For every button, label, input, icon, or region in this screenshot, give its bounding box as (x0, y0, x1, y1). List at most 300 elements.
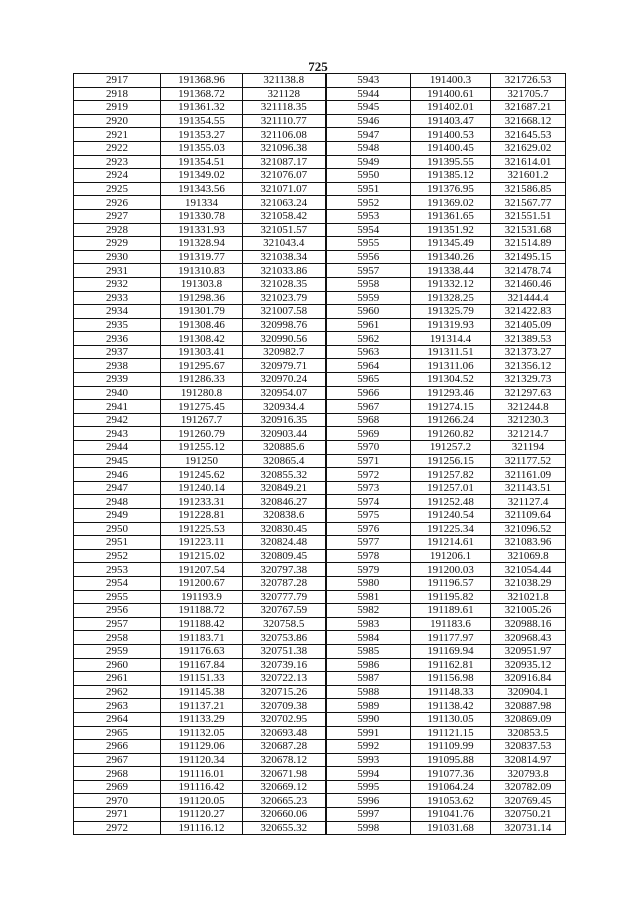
y-left-cell: 320693.48 (243, 726, 326, 740)
x-right-cell: 191148.33 (411, 685, 491, 699)
point-number-right-cell: 5963 (326, 345, 411, 359)
x-right-cell: 191311.06 (411, 359, 491, 373)
table-row (74, 250, 566, 264)
point-number-right-cell: 5969 (326, 427, 411, 441)
x-left-cell: 191137.21 (161, 699, 243, 713)
point-number-right-cell: 5973 (326, 481, 411, 495)
y-left-cell: 320660.06 (243, 808, 326, 822)
point-number-right-cell: 5945 (326, 101, 411, 115)
x-left-cell: 191120.27 (161, 808, 243, 822)
y-right-cell: 321514.89 (491, 237, 566, 251)
point-number-left-cell: 2947 (74, 481, 161, 495)
x-left-cell: 191255.12 (161, 441, 243, 455)
point-number-left-cell: 2920 (74, 114, 161, 128)
x-left-cell: 191245.62 (161, 468, 243, 482)
point-number-left-cell: 2958 (74, 631, 161, 645)
y-left-cell: 320678.12 (243, 753, 326, 767)
x-left-cell: 191133.29 (161, 712, 243, 726)
point-number-right-cell: 5991 (326, 726, 411, 740)
point-number-left-cell: 2941 (74, 400, 161, 414)
y-left-cell: 320767.59 (243, 604, 326, 618)
x-left-cell: 191368.72 (161, 87, 243, 101)
table-row (74, 617, 566, 631)
x-right-cell: 191169.94 (411, 644, 491, 658)
point-number-right-cell: 5947 (326, 128, 411, 142)
x-left-cell: 191330.78 (161, 209, 243, 223)
point-number-right-cell: 5944 (326, 87, 411, 101)
point-number-right-cell: 5959 (326, 291, 411, 305)
x-left-cell: 191303.8 (161, 277, 243, 291)
y-left-cell: 321076.07 (243, 169, 326, 183)
point-number-right-cell: 5987 (326, 672, 411, 686)
table-row (74, 400, 566, 414)
point-number-left-cell: 2950 (74, 522, 161, 536)
table-row (74, 481, 566, 495)
x-right-cell: 191400.3 (411, 74, 491, 88)
table-row (74, 155, 566, 169)
point-number-left-cell: 2939 (74, 373, 161, 387)
point-number-left-cell: 2957 (74, 617, 161, 631)
y-left-cell: 320970.24 (243, 373, 326, 387)
x-right-cell: 191156.98 (411, 672, 491, 686)
y-left-cell: 320954.07 (243, 386, 326, 400)
point-number-left-cell: 2952 (74, 549, 161, 563)
y-left-cell: 321071.07 (243, 182, 326, 196)
table-row (74, 780, 566, 794)
table-row (74, 141, 566, 155)
x-left-cell: 191368.96 (161, 74, 243, 88)
table-row (74, 305, 566, 319)
table-row (74, 454, 566, 468)
x-left-cell: 191260.79 (161, 427, 243, 441)
table-row (74, 264, 566, 278)
point-number-right-cell: 5976 (326, 522, 411, 536)
point-number-left-cell: 2923 (74, 155, 161, 169)
point-number-right-cell: 5960 (326, 305, 411, 319)
point-number-left-cell: 2953 (74, 563, 161, 577)
point-number-right-cell: 5995 (326, 780, 411, 794)
y-left-cell: 320687.28 (243, 740, 326, 754)
x-right-cell: 191256.15 (411, 454, 491, 468)
y-right-cell: 321083.96 (491, 536, 566, 550)
y-right-cell: 320782.09 (491, 780, 566, 794)
x-left-cell: 191129.06 (161, 740, 243, 754)
y-right-cell: 320935.12 (491, 658, 566, 672)
y-left-cell: 320753.86 (243, 631, 326, 645)
point-number-right-cell: 5961 (326, 318, 411, 332)
x-right-cell: 191121.15 (411, 726, 491, 740)
y-left-cell: 320824.48 (243, 536, 326, 550)
x-left-cell: 191225.53 (161, 522, 243, 536)
y-right-cell: 321705.7 (491, 87, 566, 101)
y-right-cell: 321614.01 (491, 155, 566, 169)
table-row (74, 821, 566, 835)
point-number-right-cell: 5978 (326, 549, 411, 563)
x-right-cell: 191376.95 (411, 182, 491, 196)
y-right-cell: 320769.45 (491, 794, 566, 808)
y-left-cell: 320751.38 (243, 644, 326, 658)
y-right-cell: 321586.85 (491, 182, 566, 196)
x-right-cell: 191319.93 (411, 318, 491, 332)
y-right-cell: 321645.53 (491, 128, 566, 142)
y-right-cell: 321405.09 (491, 318, 566, 332)
point-number-right-cell: 5952 (326, 196, 411, 210)
y-left-cell: 321087.17 (243, 155, 326, 169)
table-row (74, 726, 566, 740)
x-right-cell: 191225.34 (411, 522, 491, 536)
point-number-right-cell: 5997 (326, 808, 411, 822)
x-right-cell: 191325.79 (411, 305, 491, 319)
table-row (74, 291, 566, 305)
table-row (74, 128, 566, 142)
y-right-cell: 321096.52 (491, 522, 566, 536)
y-right-cell: 321495.15 (491, 250, 566, 264)
table-row (74, 712, 566, 726)
point-number-left-cell: 2972 (74, 821, 161, 835)
table-row (74, 237, 566, 251)
x-right-cell: 191314.4 (411, 332, 491, 346)
y-left-cell: 321110.77 (243, 114, 326, 128)
point-number-left-cell: 2940 (74, 386, 161, 400)
x-left-cell: 191240.14 (161, 481, 243, 495)
x-right-cell: 191403.47 (411, 114, 491, 128)
y-right-cell: 321127.4 (491, 495, 566, 509)
x-right-cell: 191257.01 (411, 481, 491, 495)
table-row (74, 114, 566, 128)
x-right-cell: 191402.01 (411, 101, 491, 115)
point-number-left-cell: 2922 (74, 141, 161, 155)
y-right-cell: 320731.14 (491, 821, 566, 835)
x-left-cell: 191188.72 (161, 604, 243, 618)
x-right-cell: 191361.65 (411, 209, 491, 223)
y-left-cell: 320979.71 (243, 359, 326, 373)
y-left-cell: 321063.24 (243, 196, 326, 210)
y-left-cell: 321051.57 (243, 223, 326, 237)
point-number-right-cell: 5946 (326, 114, 411, 128)
point-number-left-cell: 2932 (74, 277, 161, 291)
table-row (74, 658, 566, 672)
y-right-cell: 320793.8 (491, 767, 566, 781)
point-number-left-cell: 2917 (74, 74, 161, 88)
table-row (74, 604, 566, 618)
y-left-cell: 320671.98 (243, 767, 326, 781)
table-row (74, 427, 566, 441)
y-right-cell: 321021.8 (491, 590, 566, 604)
table-row (74, 277, 566, 291)
point-number-left-cell: 2918 (74, 87, 161, 101)
y-left-cell: 321058.42 (243, 209, 326, 223)
table-row (74, 808, 566, 822)
x-left-cell: 191176.63 (161, 644, 243, 658)
y-left-cell: 320797.38 (243, 563, 326, 577)
x-right-cell: 191332.12 (411, 277, 491, 291)
x-right-cell: 191345.49 (411, 237, 491, 251)
table-row (74, 644, 566, 658)
x-left-cell: 191120.34 (161, 753, 243, 767)
x-left-cell: 191361.32 (161, 101, 243, 115)
x-left-cell: 191328.94 (161, 237, 243, 251)
y-left-cell: 320885.6 (243, 441, 326, 455)
y-right-cell: 321177.52 (491, 454, 566, 468)
x-right-cell: 191189.61 (411, 604, 491, 618)
point-number-right-cell: 5990 (326, 712, 411, 726)
y-right-cell: 321143.51 (491, 481, 566, 495)
y-left-cell: 320855.32 (243, 468, 326, 482)
point-number-right-cell: 5996 (326, 794, 411, 808)
table-row (74, 468, 566, 482)
point-number-right-cell: 5967 (326, 400, 411, 414)
y-left-cell: 320777.79 (243, 590, 326, 604)
x-right-cell: 191138.42 (411, 699, 491, 713)
x-left-cell: 191334 (161, 196, 243, 210)
point-number-right-cell: 5988 (326, 685, 411, 699)
table-row (74, 740, 566, 754)
x-right-cell: 191385.12 (411, 169, 491, 183)
point-number-right-cell: 5974 (326, 495, 411, 509)
point-number-right-cell: 5981 (326, 590, 411, 604)
x-left-cell: 191183.71 (161, 631, 243, 645)
y-right-cell: 321194 (491, 441, 566, 455)
table-row (74, 223, 566, 237)
y-right-cell: 320916.84 (491, 672, 566, 686)
point-number-right-cell: 5989 (326, 699, 411, 713)
x-right-cell: 191400.53 (411, 128, 491, 142)
x-right-cell: 191240.54 (411, 509, 491, 523)
y-right-cell: 321551.51 (491, 209, 566, 223)
x-right-cell: 191369.02 (411, 196, 491, 210)
point-number-right-cell: 5943 (326, 74, 411, 88)
x-left-cell: 191116.01 (161, 767, 243, 781)
x-left-cell: 191167.84 (161, 658, 243, 672)
y-right-cell: 321629.02 (491, 141, 566, 155)
table-row (74, 522, 566, 536)
table-row (74, 182, 566, 196)
x-right-cell: 191177.97 (411, 631, 491, 645)
y-right-cell: 321109.64 (491, 509, 566, 523)
table-row (74, 576, 566, 590)
x-right-cell: 191395.55 (411, 155, 491, 169)
x-right-cell: 191206.1 (411, 549, 491, 563)
y-right-cell: 321531.68 (491, 223, 566, 237)
y-left-cell: 321033.86 (243, 264, 326, 278)
y-left-cell: 320702.95 (243, 712, 326, 726)
y-right-cell: 321038.29 (491, 576, 566, 590)
point-number-right-cell: 5950 (326, 169, 411, 183)
point-number-right-cell: 5975 (326, 509, 411, 523)
x-left-cell: 191267.7 (161, 413, 243, 427)
y-left-cell: 321096.38 (243, 141, 326, 155)
point-number-left-cell: 2963 (74, 699, 161, 713)
y-right-cell: 320837.53 (491, 740, 566, 754)
x-right-cell: 191257.2 (411, 441, 491, 455)
point-number-left-cell: 2943 (74, 427, 161, 441)
x-left-cell: 191207.54 (161, 563, 243, 577)
table-row (74, 169, 566, 183)
point-number-left-cell: 2965 (74, 726, 161, 740)
point-number-right-cell: 5979 (326, 563, 411, 577)
x-left-cell: 191349.02 (161, 169, 243, 183)
y-right-cell: 321478.74 (491, 264, 566, 278)
x-left-cell: 191308.46 (161, 318, 243, 332)
y-left-cell: 320787.28 (243, 576, 326, 590)
point-number-right-cell: 5985 (326, 644, 411, 658)
x-left-cell: 191145.38 (161, 685, 243, 699)
y-left-cell: 321028.35 (243, 277, 326, 291)
point-number-right-cell: 5992 (326, 740, 411, 754)
point-number-left-cell: 2948 (74, 495, 161, 509)
y-left-cell: 321038.34 (243, 250, 326, 264)
y-right-cell: 321601.2 (491, 169, 566, 183)
point-number-right-cell: 5984 (326, 631, 411, 645)
y-left-cell: 321043.4 (243, 237, 326, 251)
x-right-cell: 191077.36 (411, 767, 491, 781)
table-row (74, 631, 566, 645)
y-left-cell: 321118.35 (243, 101, 326, 115)
point-number-left-cell: 2921 (74, 128, 161, 142)
point-number-left-cell: 2924 (74, 169, 161, 183)
x-left-cell: 191286.33 (161, 373, 243, 387)
x-left-cell: 191319.77 (161, 250, 243, 264)
point-number-right-cell: 5957 (326, 264, 411, 278)
y-left-cell: 321138.8 (243, 74, 326, 88)
table-row (74, 101, 566, 115)
y-right-cell: 321244.8 (491, 400, 566, 414)
y-right-cell: 320988.16 (491, 617, 566, 631)
point-number-right-cell: 5962 (326, 332, 411, 346)
x-left-cell: 191354.51 (161, 155, 243, 169)
x-left-cell: 191331.93 (161, 223, 243, 237)
point-number-left-cell: 2934 (74, 305, 161, 319)
y-left-cell: 320758.5 (243, 617, 326, 631)
point-number-right-cell: 5983 (326, 617, 411, 631)
x-right-cell: 191214.61 (411, 536, 491, 550)
table-row (74, 332, 566, 346)
x-left-cell: 191223.11 (161, 536, 243, 550)
point-number-left-cell: 2959 (74, 644, 161, 658)
table-row (74, 87, 566, 101)
x-right-cell: 191200.03 (411, 563, 491, 577)
point-number-left-cell: 2960 (74, 658, 161, 672)
y-left-cell: 320830.45 (243, 522, 326, 536)
x-right-cell: 191162.81 (411, 658, 491, 672)
x-right-cell: 191351.92 (411, 223, 491, 237)
coordinates-table (73, 73, 566, 835)
x-right-cell: 191274.15 (411, 400, 491, 414)
point-number-right-cell: 5966 (326, 386, 411, 400)
y-left-cell: 320849.21 (243, 481, 326, 495)
x-left-cell: 191188.42 (161, 617, 243, 631)
x-right-cell: 191304.52 (411, 373, 491, 387)
x-left-cell: 191132.05 (161, 726, 243, 740)
x-left-cell: 191308.42 (161, 332, 243, 346)
x-left-cell: 191193.9 (161, 590, 243, 604)
x-right-cell: 191031.68 (411, 821, 491, 835)
y-right-cell: 321054.44 (491, 563, 566, 577)
x-right-cell: 191257.82 (411, 468, 491, 482)
y-left-cell: 321128 (243, 87, 326, 101)
y-right-cell: 321214.7 (491, 427, 566, 441)
x-right-cell: 191400.45 (411, 141, 491, 155)
point-number-left-cell: 2937 (74, 345, 161, 359)
x-right-cell: 191064.24 (411, 780, 491, 794)
y-right-cell: 320968.43 (491, 631, 566, 645)
table-row (74, 699, 566, 713)
point-number-right-cell: 5949 (326, 155, 411, 169)
x-left-cell: 191116.12 (161, 821, 243, 835)
table-row (74, 318, 566, 332)
point-number-left-cell: 2938 (74, 359, 161, 373)
y-left-cell: 320838.6 (243, 509, 326, 523)
point-number-right-cell: 5948 (326, 141, 411, 155)
point-number-right-cell: 5980 (326, 576, 411, 590)
y-right-cell: 321668.12 (491, 114, 566, 128)
point-number-right-cell: 5965 (326, 373, 411, 387)
point-number-left-cell: 2927 (74, 209, 161, 223)
table-row (74, 359, 566, 373)
x-left-cell: 191354.55 (161, 114, 243, 128)
x-right-cell: 191196.57 (411, 576, 491, 590)
y-right-cell: 320853.5 (491, 726, 566, 740)
point-number-right-cell: 5986 (326, 658, 411, 672)
y-right-cell: 320904.1 (491, 685, 566, 699)
table-row (74, 753, 566, 767)
point-number-left-cell: 2968 (74, 767, 161, 781)
point-number-left-cell: 2955 (74, 590, 161, 604)
y-left-cell: 320934.4 (243, 400, 326, 414)
y-right-cell: 321329.73 (491, 373, 566, 387)
point-number-left-cell: 2928 (74, 223, 161, 237)
page-number: 725 (308, 59, 328, 74)
y-right-cell: 321356.12 (491, 359, 566, 373)
x-left-cell: 191116.42 (161, 780, 243, 794)
point-number-right-cell: 5994 (326, 767, 411, 781)
point-number-right-cell: 5968 (326, 413, 411, 427)
point-number-left-cell: 2929 (74, 237, 161, 251)
table-row (74, 386, 566, 400)
point-number-right-cell: 5998 (326, 821, 411, 835)
y-right-cell: 321069.8 (491, 549, 566, 563)
point-number-left-cell: 2964 (74, 712, 161, 726)
point-number-left-cell: 2954 (74, 576, 161, 590)
point-number-left-cell: 2944 (74, 441, 161, 455)
y-left-cell: 321106.08 (243, 128, 326, 142)
x-left-cell: 191343.56 (161, 182, 243, 196)
point-number-right-cell: 5955 (326, 237, 411, 251)
point-number-right-cell: 5970 (326, 441, 411, 455)
point-number-right-cell: 5953 (326, 209, 411, 223)
y-left-cell: 321023.79 (243, 291, 326, 305)
y-left-cell: 320739.16 (243, 658, 326, 672)
table-row (74, 672, 566, 686)
point-number-left-cell: 2966 (74, 740, 161, 754)
table-row (74, 685, 566, 699)
x-right-cell: 191340.26 (411, 250, 491, 264)
point-number-left-cell: 2969 (74, 780, 161, 794)
x-right-cell: 191195.82 (411, 590, 491, 604)
y-left-cell: 321007.58 (243, 305, 326, 319)
y-left-cell: 320846.27 (243, 495, 326, 509)
point-number-right-cell: 5956 (326, 250, 411, 264)
point-number-left-cell: 2925 (74, 182, 161, 196)
point-number-right-cell: 5958 (326, 277, 411, 291)
table-row (74, 413, 566, 427)
y-right-cell: 321460.46 (491, 277, 566, 291)
x-left-cell: 191151.33 (161, 672, 243, 686)
y-left-cell: 320669.12 (243, 780, 326, 794)
table-row (74, 536, 566, 550)
x-right-cell: 191266.24 (411, 413, 491, 427)
y-right-cell: 321373.27 (491, 345, 566, 359)
